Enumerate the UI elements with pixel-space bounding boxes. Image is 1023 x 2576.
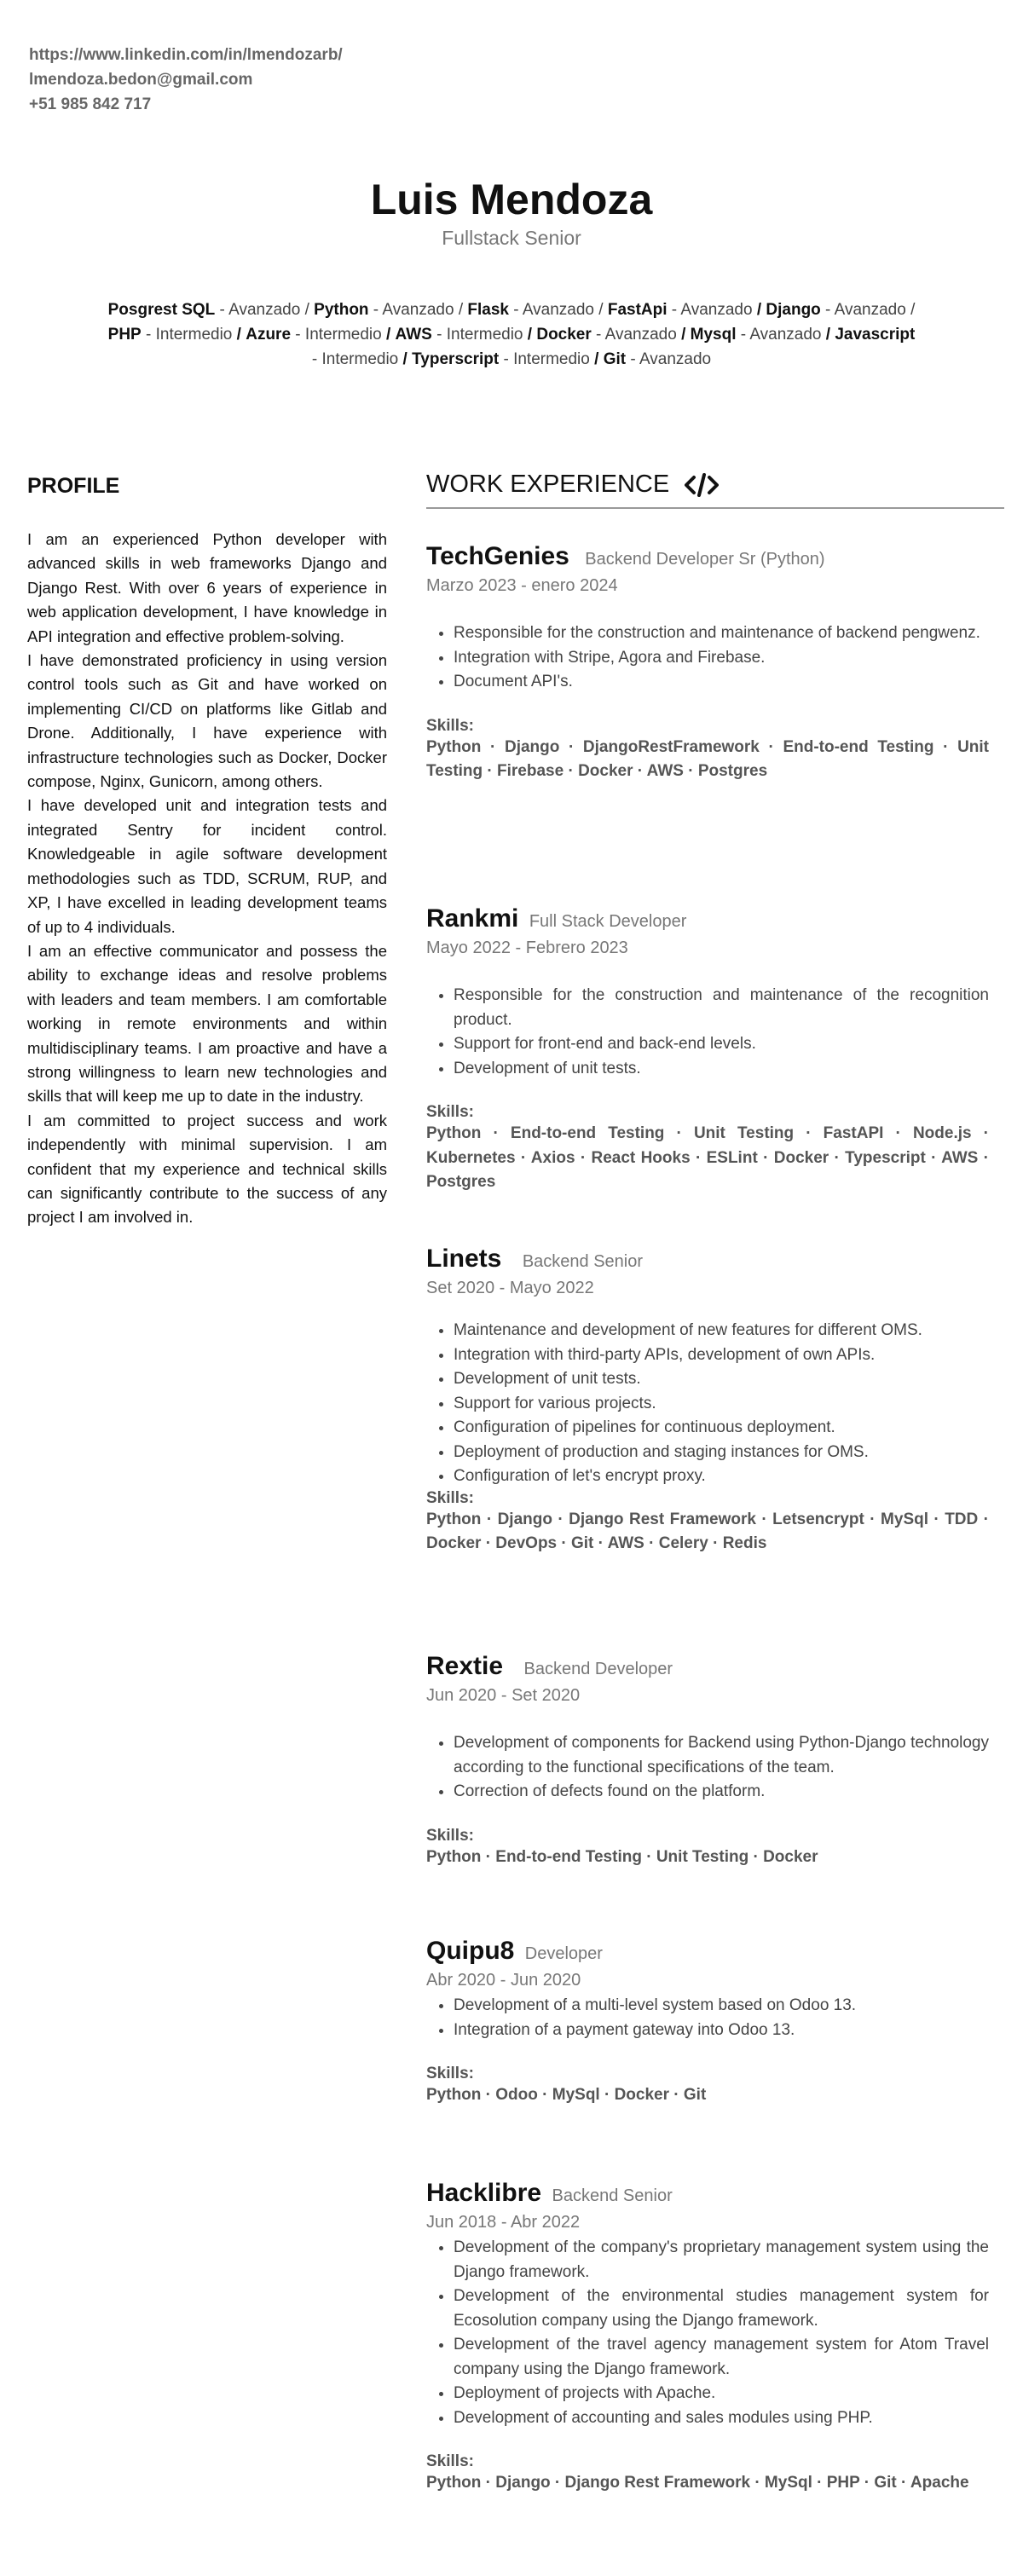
job-period: Marzo 2023 - enero 2024: [426, 576, 618, 595]
job-bullet: • Development of a multi-level system based on Odoo 13.: [454, 1994, 989, 2019]
job-skills: Python · Django · Django Rest Framework · MySql · PHP · Git · Apache: [426, 2474, 969, 2492]
person-name: Luis Mendoza: [370, 176, 653, 223]
job-position: Full Stack Developer: [529, 912, 687, 931]
contact-info: [29, 43, 343, 117]
job-company: Hacklibre: [426, 2179, 542, 2207]
job-entry: [426, 904, 989, 1195]
job-entry: [426, 2179, 989, 2496]
job-skills: Python · End-to-end Testing · Unit Testing · FastAPI · Node.js · Kubernetes · Axios · React Hooks · ESLint · Docker · Typescript · AWS · Postgres: [426, 1124, 989, 1191]
tech-item: Python - Avanzado /: [314, 301, 468, 319]
skills-label: Skills:: [426, 1826, 474, 1845]
job-position: Backend Senior: [522, 1252, 644, 1271]
job-position: Backend Senior: [552, 2186, 673, 2205]
job-bullet: • Development of the environmental studies management system for Ecosolution company using the Django framework.: [454, 2284, 989, 2333]
job-bullets: [426, 984, 989, 1081]
job-bullet: • Configuration of let's encrypt proxy.: [454, 1464, 989, 1489]
tech-item: Javascript: [835, 326, 916, 344]
job-bullet: • Deployment of projects with Apache.: [454, 2382, 989, 2406]
job-company: Rankmi: [426, 904, 519, 933]
tech-item: Typerscript - Intermedio /: [412, 350, 599, 368]
job-bullet: • Development of the company's proprietary management system using the Django framework.: [454, 2236, 989, 2284]
job-bullet: • Integration of a payment gateway into Odoo 13.: [454, 2019, 989, 2043]
tech-item: Docker - Avanzado /: [536, 326, 686, 344]
tech-item: - Intermedio /: [311, 350, 407, 368]
work-experience-title: WORK EXPERIENCE: [426, 471, 670, 498]
job-bullet: • Configuration of pipelines for continuous deployment.: [454, 1416, 989, 1441]
profile-paragraph: I am committed to project success and work independently with minimal supervision. I am confident that my experience and technical skills can significantly contribute to the success of any project I am involved in.: [27, 1111, 387, 1227]
tech-item: PHP - Intermedio /: [107, 326, 241, 344]
job-entry: [426, 1652, 989, 1869]
job-company: TechGenies: [426, 542, 569, 570]
job-position: Developer: [524, 1944, 603, 1963]
job-bullet: • Integration with third-party APIs, development of own APIs.: [454, 1343, 989, 1368]
job-bullet: • Development of accounting and sales modules using PHP.: [454, 2406, 989, 2431]
job-bullet: • Document API's.: [454, 670, 989, 695]
profile-paragraph: I have developed unit and integration tests and integrated Sentry for incident control. Knowledgeable in agile software development methodologies such as TDD, SCRUM, RUP, and XP, I have excelled in leading development teams of up to 4 individuals.: [27, 796, 387, 936]
job-skills: Python · Django · Django Rest Framework · Letsencrypt · MySql · TDD · Docker · DevOps · Git · AWS · Celery · Redis: [426, 1510, 989, 1552]
job-bullet: • Development of the travel agency management system for Atom Travel company using the Django framework.: [454, 2333, 989, 2382]
job-bullet: • Responsible for the construction and maintenance of the recognition product.: [454, 984, 989, 1032]
email-link[interactable]: lmendoza.bedon@gmail.com: [29, 71, 253, 89]
job-bullet: • Support for various projects.: [454, 1392, 989, 1417]
code-icon: [685, 473, 719, 497]
tech-item: Flask - Avanzado /: [467, 301, 608, 319]
phone-number: +51 985 842 717: [29, 95, 152, 113]
job-period: Jun 2018 - Abr 2022: [426, 2213, 581, 2232]
job-bullet: • Correction of defects found on the platform.: [454, 1780, 989, 1805]
job-company: Quipu8: [426, 1937, 515, 1965]
job-bullets: [426, 1731, 989, 1805]
job-bullet: • Development of components for Backend using Python-Django technology according to the functional specifications of the team.: [454, 1731, 989, 1780]
job-period: Mayo 2022 - Febrero 2023: [426, 939, 628, 957]
skills-label: Skills:: [426, 2452, 474, 2470]
job-bullet: • Development of unit tests.: [454, 1057, 989, 1082]
job-company: Linets: [426, 1245, 502, 1273]
job-skills: Python · Odoo · MySql · Docker · Git: [426, 2086, 707, 2104]
job-position: Backend Developer: [523, 1660, 673, 1678]
job-entry: [426, 1245, 989, 1557]
skills-label: Skills:: [426, 1103, 474, 1121]
person-role: Fullstack Senior: [442, 227, 581, 249]
tech-item: Posgrest SQL - Avanzado /: [107, 301, 315, 319]
tech-item: Django - Avanzado /: [766, 301, 916, 319]
skills-label: Skills:: [426, 716, 474, 735]
tech-item: Git - Avanzado: [603, 350, 712, 368]
profile-title: PROFILE: [27, 474, 120, 498]
job-bullet: • Support for front-end and back-end levels.: [454, 1032, 989, 1057]
job-skills: Python · End-to-end Testing · Unit Testing · Docker: [426, 1847, 818, 1866]
job-bullet: • Integration with Stripe, Agora and Firebase.: [454, 646, 989, 671]
profile-section: [27, 474, 387, 1230]
tech-item: Azure - Intermedio /: [246, 326, 391, 344]
work-experience-section: [426, 471, 1004, 2492]
tech-stack: [85, 297, 938, 372]
job-skills: Python · Django · DjangoRestFramework · End-to-end Testing · Unit Testing · Firebase · Docker · AWS · Postgres: [426, 737, 989, 780]
profile-paragraph: I am an experienced Python developer with advanced skills in web frameworks Django and Django Rest. With over 6 years of experience in web application development, I have knowledge in API integration and effective problem-solving.: [27, 530, 387, 645]
job-bullets: [426, 1994, 989, 2042]
tech-item: FastApi - Avanzado /: [607, 301, 762, 319]
work-experience-header: [426, 471, 1004, 509]
job-company: Rextie: [426, 1652, 504, 1680]
job-entry: [426, 542, 989, 784]
job-bullet: • Maintenance and development of new features for different OMS.: [454, 1319, 989, 1343]
job-position: Backend Developer Sr (Python): [585, 550, 825, 569]
job-bullet: • Deployment of production and staging instances for OMS.: [454, 1441, 989, 1465]
tech-item: Mysql - Avanzado /: [690, 326, 831, 344]
job-bullets: [426, 621, 989, 695]
profile-paragraph: I have demonstrated proficiency in using version control tools such as Git and have worked on implementing CI/CD on platforms like Gitlab and Drone. Additionally, I have experience with infrastructure technologies such as Docker, Docker compose, Nginx, Gunicorn, among others.: [27, 651, 387, 791]
job-period: Jun 2020 - Set 2020: [426, 1686, 581, 1705]
resume-header: [0, 174, 1023, 250]
job-entry: [426, 1937, 989, 2108]
job-bullets: [426, 1319, 989, 1489]
profile-text: [27, 528, 387, 1230]
job-bullets: [426, 2236, 989, 2430]
job-period: Set 2020 - Mayo 2022: [426, 1279, 594, 1297]
skills-label: Skills:: [426, 1488, 474, 1507]
job-bullet: • Development of unit tests.: [454, 1367, 989, 1392]
skills-label: Skills:: [426, 2065, 474, 2082]
profile-paragraph: I am an effective communicator and possess the ability to exchange ideas and resolve problems with leaders and team members. I am comfortable working in remote environments and within multidisciplinary teams. I am proactive and have a strong willingness to learn new technologies and skills that will keep me up to date in the industry.: [27, 941, 387, 1106]
job-period: Abr 2020 - Jun 2020: [426, 1971, 581, 1990]
job-bullet: • Responsible for the construction and maintenance of backend pengwenz.: [454, 621, 989, 646]
linkedin-link[interactable]: https://www.linkedin.com/in/lmendozarb/: [29, 46, 343, 64]
tech-item: AWS - Intermedio /: [395, 326, 533, 344]
